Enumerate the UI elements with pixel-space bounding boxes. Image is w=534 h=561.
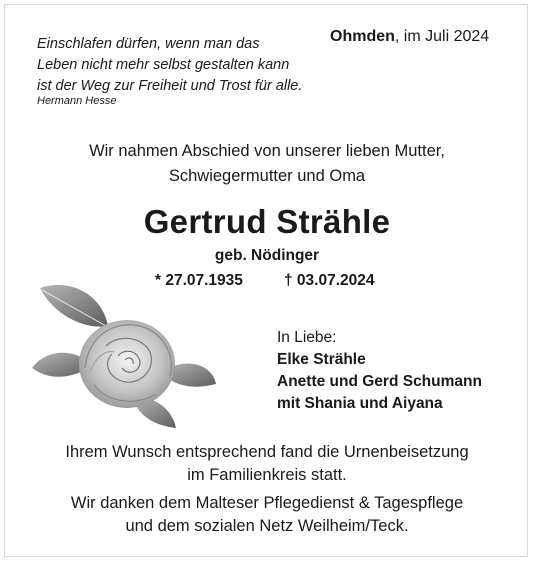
date: , im Juli 2024 bbox=[394, 28, 490, 45]
quote-line: Leben nicht mehr selbst gestalten kann bbox=[37, 57, 290, 73]
quote-line: Einschlafen dürfen, wenn man das bbox=[37, 36, 260, 52]
intro-text bbox=[0, 139, 534, 189]
thanks-line: Wir danken dem Malteser Pflegedienst & Tagespflege bbox=[70, 494, 464, 512]
mourner-name: mit Shania und Aiyana bbox=[277, 395, 443, 412]
deceased-name: Gertrud Strähle bbox=[143, 203, 391, 240]
mourner-name: Anette und Gerd Schumann bbox=[277, 373, 482, 390]
place-and-date bbox=[330, 28, 489, 46]
place: Ohmden bbox=[330, 28, 395, 45]
birth-date: * 27.07.1935 bbox=[155, 272, 243, 289]
burial-line: im Familienkreis statt. bbox=[187, 466, 347, 484]
mourners bbox=[277, 327, 482, 415]
intro-line: Schwiegermutter und Oma bbox=[168, 167, 366, 185]
burial-line: Ihrem Wunsch entsprechend fand die Urnenbeisetzung bbox=[65, 443, 469, 461]
rose-icon bbox=[30, 276, 220, 431]
quote bbox=[37, 34, 302, 97]
thanks-line: und dem sozialen Netz Weilheim/Teck. bbox=[125, 517, 409, 535]
quote-line: ist der Weg zur Freiheit und Trost für alle. bbox=[37, 78, 303, 94]
burial-note bbox=[0, 441, 534, 487]
mourner-name: Elke Strähle bbox=[277, 351, 366, 368]
thanks-note bbox=[0, 492, 534, 538]
death-date: † 03.07.2024 bbox=[284, 272, 375, 289]
maiden-name: geb. Nödinger bbox=[214, 247, 320, 264]
mourners-heading: In Liebe: bbox=[277, 329, 337, 346]
intro-line: Wir nahmen Abschied von unserer lieben Mutter, bbox=[89, 142, 445, 160]
quote-author: Hermann Hesse bbox=[37, 95, 117, 107]
